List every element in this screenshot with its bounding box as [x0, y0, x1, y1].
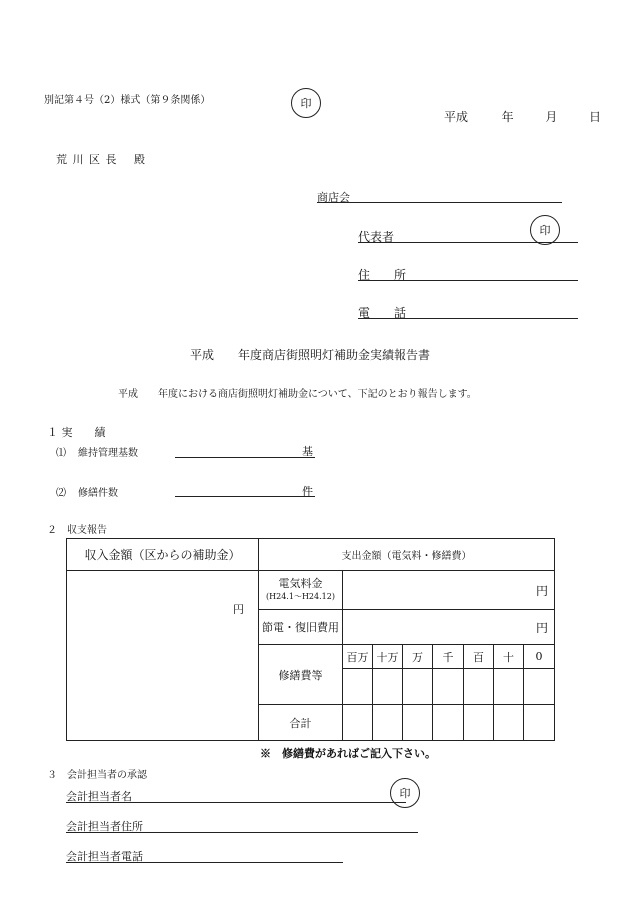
address-line [358, 280, 578, 281]
intro-text: 平成 年度における商店街照明灯補助金について、下記のとおり報告します。 [118, 389, 477, 400]
date-year: 年 [501, 110, 514, 124]
digit-header: 千 [433, 645, 464, 669]
repair-note: ※ 修繕費があればご記入下さい。 [260, 747, 436, 760]
addressee: 荒 川 区 長 殿 [56, 153, 146, 166]
total-digit-cell [343, 705, 373, 741]
repair-digit-cell [373, 669, 403, 705]
electricity-amount-cell [343, 571, 555, 610]
accountant-phone-label: 会計担当者電話 [66, 850, 143, 863]
accountant-phone-line [66, 862, 343, 863]
digit-header: 十 [494, 645, 524, 669]
electricity-yen: 円 [535, 583, 548, 598]
expense-header: 支出金額（電気料・修繕費） [259, 539, 555, 571]
date-line [444, 108, 601, 125]
association-label: 商店会 [317, 191, 350, 204]
total-digit-cell [373, 705, 403, 741]
date-month: 月 [545, 110, 558, 124]
document-title: 平成 年度商店街照明灯補助金実績報告書 [190, 348, 431, 362]
total-digit-cell [464, 705, 494, 741]
section2-heading: ２ 収支報告 [47, 525, 107, 536]
section1-heading: １ 実 績 [47, 426, 106, 439]
association-line [317, 202, 562, 203]
digit-header: 十万 [373, 645, 403, 669]
report-table [66, 538, 555, 741]
item2-unit: 件 [302, 485, 313, 498]
item1-label: 維持管理基数 [78, 448, 138, 459]
accountant-address-label: 会計担当者住所 [66, 820, 143, 833]
accountant-address-line [66, 832, 418, 833]
phone-label: 電 話 [358, 306, 407, 320]
repair-digit-cell [524, 669, 555, 705]
accountant-name-label: 会計担当者名 [66, 790, 132, 803]
restoration-yen: 円 [535, 620, 548, 635]
seal-mark: 印 [291, 88, 321, 118]
repair-digit-cell [403, 669, 433, 705]
income-header: 収入金額（区からの補助金） [67, 539, 259, 571]
repair-digit-cell [343, 669, 373, 705]
item2-num: ⑵ [56, 488, 66, 499]
electricity-label: 電気料金 [278, 577, 323, 591]
electricity-period: (H24.1～H24.12) [266, 592, 335, 602]
digit-header: 百 [464, 645, 494, 669]
total-digit-cell [494, 705, 524, 741]
form-number: 別記第４号（2）様式（第９条関係） [44, 95, 211, 106]
item2-label: 修繕件数 [78, 488, 118, 499]
item1-num: ⑴ [56, 448, 66, 459]
repair-digit-cell [433, 669, 464, 705]
repair-digit-cell [494, 669, 524, 705]
total-digit-cell [403, 705, 433, 741]
income-amount-cell [67, 571, 259, 741]
restoration-amount-cell [343, 610, 555, 645]
income-yen: 円 [233, 603, 244, 616]
section3-heading: ３ 会計担当者の承認 [47, 770, 147, 781]
representative-seal: 印 [530, 215, 560, 245]
accountant-name-line [66, 802, 406, 803]
digit-header: 万 [403, 645, 433, 669]
total-digit-cell [524, 705, 555, 741]
item2-line [175, 496, 315, 497]
repair-label: 修繕費等 [259, 645, 343, 705]
date-day: 日 [589, 110, 602, 124]
item1-line [175, 457, 315, 458]
representative-label: 代表者 [358, 230, 395, 244]
phone-line [358, 318, 578, 319]
electricity-cell [259, 571, 343, 610]
accountant-seal: 印 [390, 778, 420, 808]
total-digit-cell [433, 705, 464, 741]
total-label: 合計 [259, 705, 343, 741]
item1-unit: 基 [302, 445, 313, 458]
digit-header: 0 [524, 645, 555, 669]
repair-digit-cell [464, 669, 494, 705]
digit-header: 百万 [343, 645, 373, 669]
date-era: 平成 [444, 110, 469, 124]
restoration-label: 節電・復旧費用 [259, 610, 343, 645]
address-label: 住 所 [358, 268, 407, 282]
